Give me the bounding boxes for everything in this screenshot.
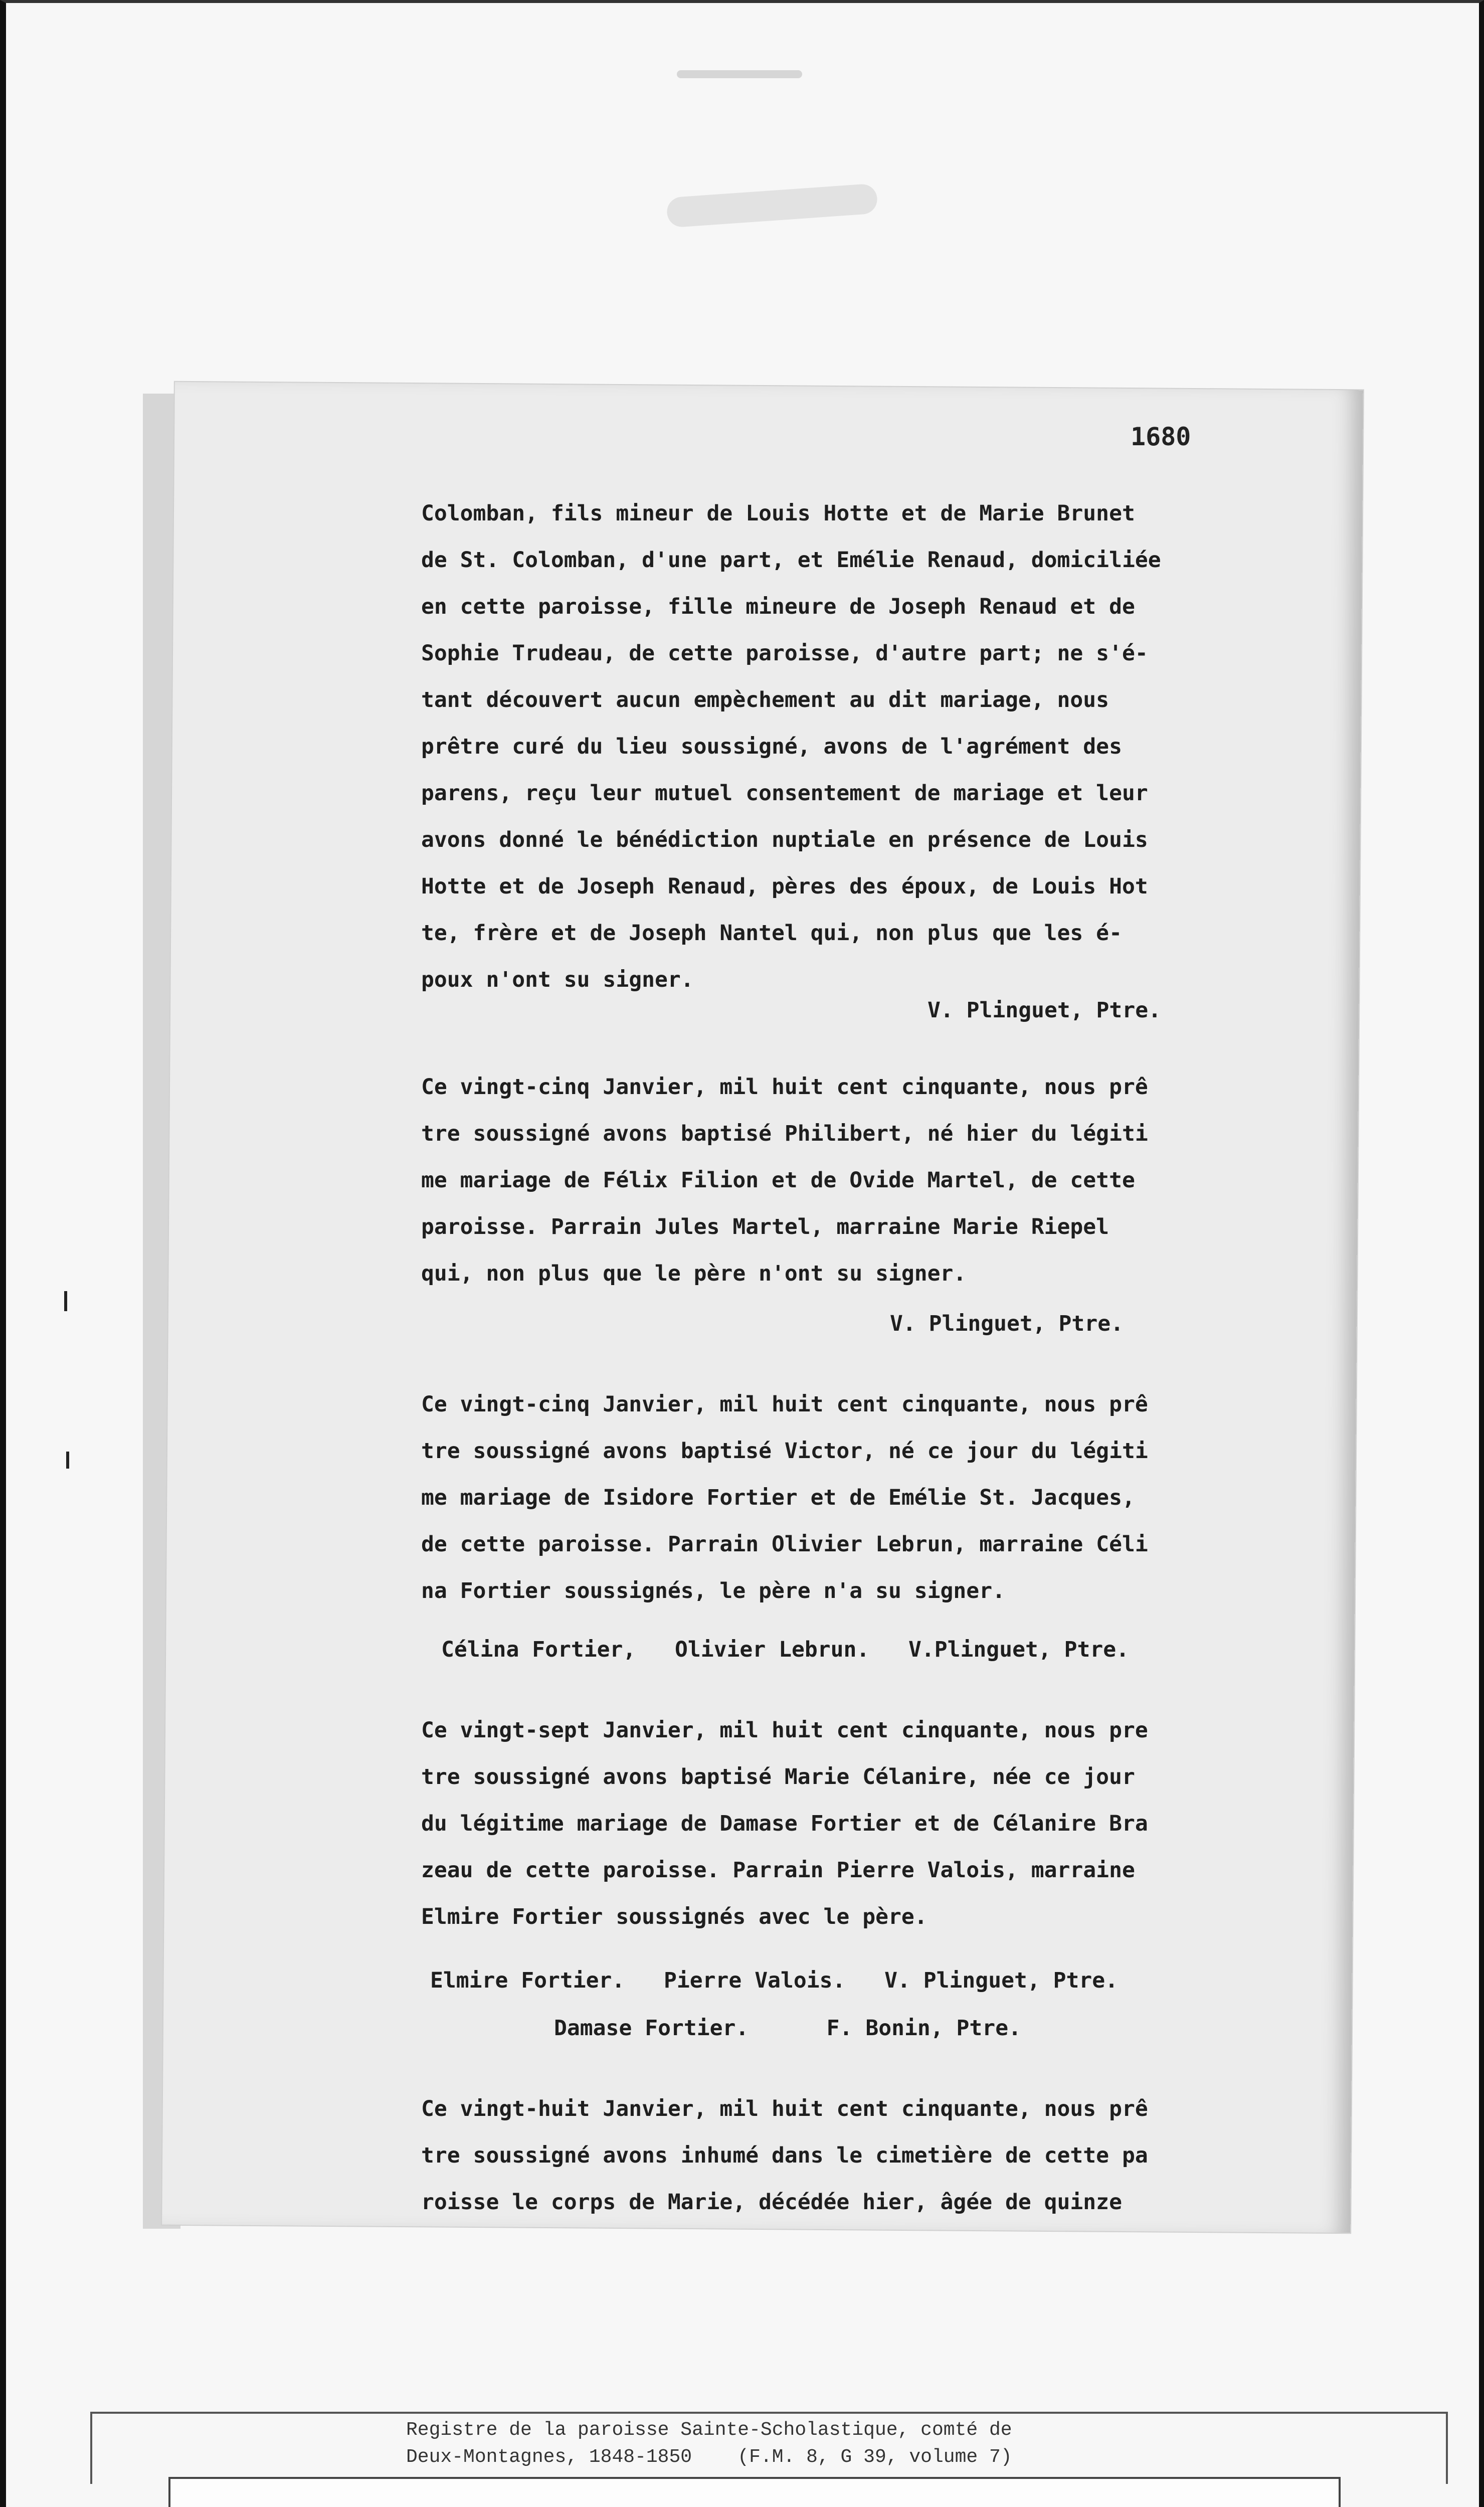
text-line: tre soussigné avons inhumé dans le cimetière de cette pa: [421, 2143, 1148, 2168]
text-line: avons donné le bénédiction nuptiale en présence de Louis: [421, 827, 1148, 852]
text-line: Hotte et de Joseph Renaud, pères des époux, de Louis Hot: [421, 874, 1148, 899]
text-line: qui, non plus que le père n'ont su signer.: [421, 1261, 967, 1286]
text-line: Ce vingt-cinq Janvier, mil huit cent cinquante, nous prê: [421, 1392, 1148, 1417]
text-line: paroisse. Parrain Jules Martel, marraine Marie Riepel: [421, 1214, 1109, 1239]
baptism-entry-victor: [421, 1381, 1233, 1615]
text-line: poux n'ont su signer.: [421, 967, 694, 992]
page-number: 1680: [1131, 422, 1191, 451]
text-line: Colomban, fils mineur de Louis Hotte et de Marie Brunet: [421, 501, 1135, 526]
text-line: Ce vingt-huit Janvier, mil huit cent cinquante, nous prê: [421, 2096, 1148, 2121]
baptism-entry-philibert: [421, 1064, 1233, 1297]
text-line: Elmire Fortier soussignés avec le père.: [421, 1904, 928, 1929]
text-line: Sophie Trudeau, de cette paroisse, d'autre part; ne s'é-: [421, 641, 1148, 666]
text-line: na Fortier soussignés, le père n'a su signer.: [421, 1578, 1005, 1603]
text-line: tre soussigné avons baptisé Victor, né ce jour du légiti: [421, 1439, 1148, 1464]
register-caption: [406, 2417, 1012, 2471]
text-line: en cette paroisse, fille mineure de Joseph Renaud et de: [421, 594, 1135, 619]
text-line: tre soussigné avons baptisé Philibert, né hier du légiti: [421, 1121, 1148, 1146]
text-line: roisse le corps de Marie, décédée hier, âgée de quinze: [421, 2190, 1122, 2215]
entry-signatures: Célina Fortier, Olivier Lebrun. V.Plinguet, Ptre.: [441, 1637, 1130, 1662]
text-line: tant découvert aucun empèchement au dit mariage, nous: [421, 687, 1109, 712]
entry-signature: V. Plinguet, Ptre.: [928, 998, 1161, 1023]
text-line: Ce vingt-cinq Janvier, mil huit cent cinquante, nous prê: [421, 1075, 1148, 1100]
archives-stamp-box: [168, 2477, 1341, 2507]
text-line: tre soussigné avons baptisé Marie Célanire, née ce jour: [421, 1764, 1135, 1789]
baptism-entry-marie-celanire: [421, 1707, 1233, 1940]
text-line: parens, reçu leur mutuel consentement de mariage et leur: [421, 781, 1148, 806]
film-smudge: [677, 70, 802, 78]
film-mark: [64, 1291, 67, 1311]
text-line: prêtre curé du lieu soussigné, avons de l'agrément des: [421, 734, 1122, 759]
entry-signature: V. Plinguet, Ptre.: [890, 1311, 1124, 1336]
entry-signatures: Elmire Fortier. Pierre Valois. V. Plinguet, Ptre.: [430, 1968, 1119, 1993]
marriage-entry: [421, 490, 1233, 1003]
caption-line: Deux-Montagnes, 1848-1850 (F.M. 8, G 39, volume 7): [406, 2446, 1012, 2468]
text-line: de cette paroisse. Parrain Olivier Lebrun, marraine Céli: [421, 1532, 1148, 1557]
burial-entry-marie: [421, 2086, 1233, 2226]
text-line: me mariage de Isidore Fortier et de Emélie St. Jacques,: [421, 1485, 1135, 1510]
text-line: de St. Colomban, d'une part, et Emélie Renaud, domiciliée: [421, 548, 1161, 573]
caption-line: Registre de la paroisse Sainte-Scholastique, comté de: [406, 2419, 1012, 2441]
text-line: te, frère et de Joseph Nantel qui, non plus que les é-: [421, 921, 1122, 946]
text-line: zeau de cette paroisse. Parrain Pierre Valois, marraine: [421, 1858, 1135, 1883]
text-line: Ce vingt-sept Janvier, mil huit cent cinquante, nous pre: [421, 1718, 1148, 1743]
text-line: du légitime mariage de Damase Fortier et de Célanire Bra: [421, 1811, 1148, 1836]
film-mark: [66, 1452, 69, 1469]
entry-signatures: Damase Fortier. F. Bonin, Ptre.: [554, 2016, 1021, 2041]
text-line: me mariage de Félix Filion et de Ovide Martel, de cette: [421, 1168, 1135, 1193]
